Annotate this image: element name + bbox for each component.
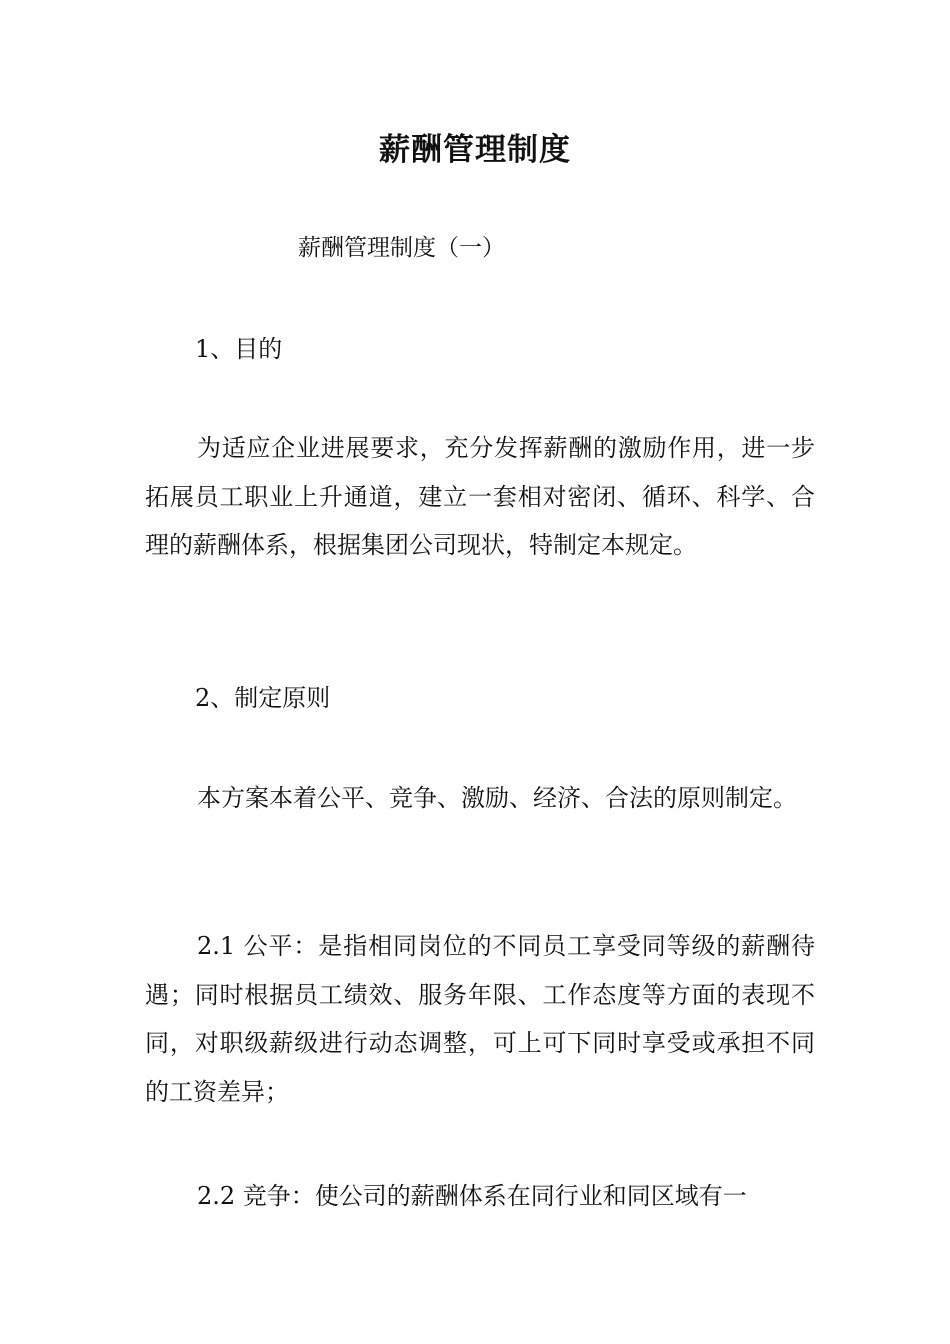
paragraph-fairness: 2.1 公平：是指相同岗位的不同员工享受同等级的薪酬待遇；同时根据员工绩效、服务年限、工作态度等方面的表现不同，对职级薪级进行动态调整，可上可下同时享受或承担不同的工资差异； (145, 932, 815, 1106)
document-title: 薪酬管理制度 (379, 132, 571, 168)
paragraph-principles: 本方案本着公平、竞争、激励、经济、合法的原则制定。 (197, 784, 797, 812)
paragraph-purpose: 为适应企业进展要求，充分发挥薪酬的激励作用，进一步拓展员工职业上升通道，建立一套相对密闭、循环、科学、合理的薪酬体系，根据集团公司现状，特制定本规定。 (145, 434, 815, 559)
section-heading-principles: 2、制定原则 (195, 684, 331, 712)
section-heading-purpose: 1、目的 (195, 335, 283, 363)
document-subtitle: 薪酬管理制度（一） (298, 235, 505, 261)
paragraph-competition: 2.2 竞争：使公司的薪酬体系在同行业和同区域有一 (197, 1182, 747, 1210)
